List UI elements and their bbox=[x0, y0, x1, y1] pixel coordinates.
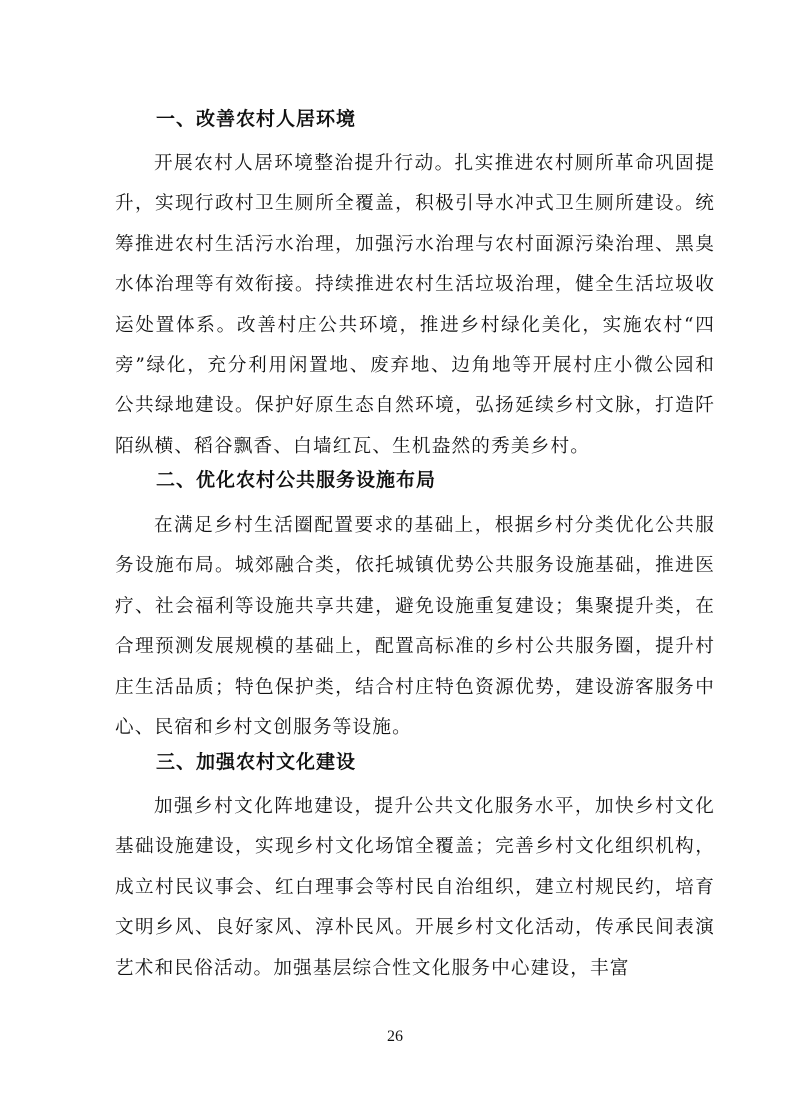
section-heading-3: 三、加强农村文化建设 bbox=[156, 751, 357, 773]
section-body-2: 在满足乡村生活圈配置要求的基础上，根据乡村分类优化公共服务设施布局。城郊融合类，依托城镇优势公共服务设施基础，推进医疗、社会福利等设施共享共建，避免设施重复建设；集聚提升类，在合理预测发展规模的基础上，配置高标准的乡村公共服务圈，提升村庄生活品质；特色保护类，结合村庄特色资源优势，建设游客服务中心、民宿和乡村文创服务等设施。 bbox=[115, 515, 715, 739]
section-heading-1: 一、改善农村人居环境 bbox=[156, 108, 357, 130]
section-body-3: 加强乡村文化阵地建设，提升公共文化服务水平，加快乡村文化基础设施建设，实现乡村文化场馆全覆盖；完善乡村文化组织机构，成立村民议事会、红白理事会等村民自治组织，建立村规民约，培育文明乡风、良好家风、淳朴民风。开展乡村文化活动，传承民间表演艺术和民俗活动。加强基层综合性文化服务中心建设，丰富 bbox=[115, 796, 715, 979]
section-body-1: 开展农村人居环境整治提升行动。扎实推进农村厕所革命巩固提升，实现行政村卫生厕所全覆盖，积极引导水冲式卫生厕所建设。统筹推进农村生活污水治理，加强污水治理与农村面源污染治理、黑臭水体治理等有效衔接。持续推进农村生活垃圾治理，健全生活垃圾收运处置体系。改善村庄公共环境，推进乡村绿化美化，实施农村“四旁”绿化，充分利用闲置地、废弃地、边角地等开展村庄小微公园和公共绿地建设。保护好原生态自然环境，弘扬延续乡村文脉，打造阡陌纵横、稻谷飘香、白墙红瓦、生机盎然的秀美乡村。 bbox=[115, 153, 715, 457]
page-number: 26 bbox=[387, 1028, 403, 1045]
section-heading-2: 二、优化农村公共服务设施布局 bbox=[156, 469, 437, 491]
